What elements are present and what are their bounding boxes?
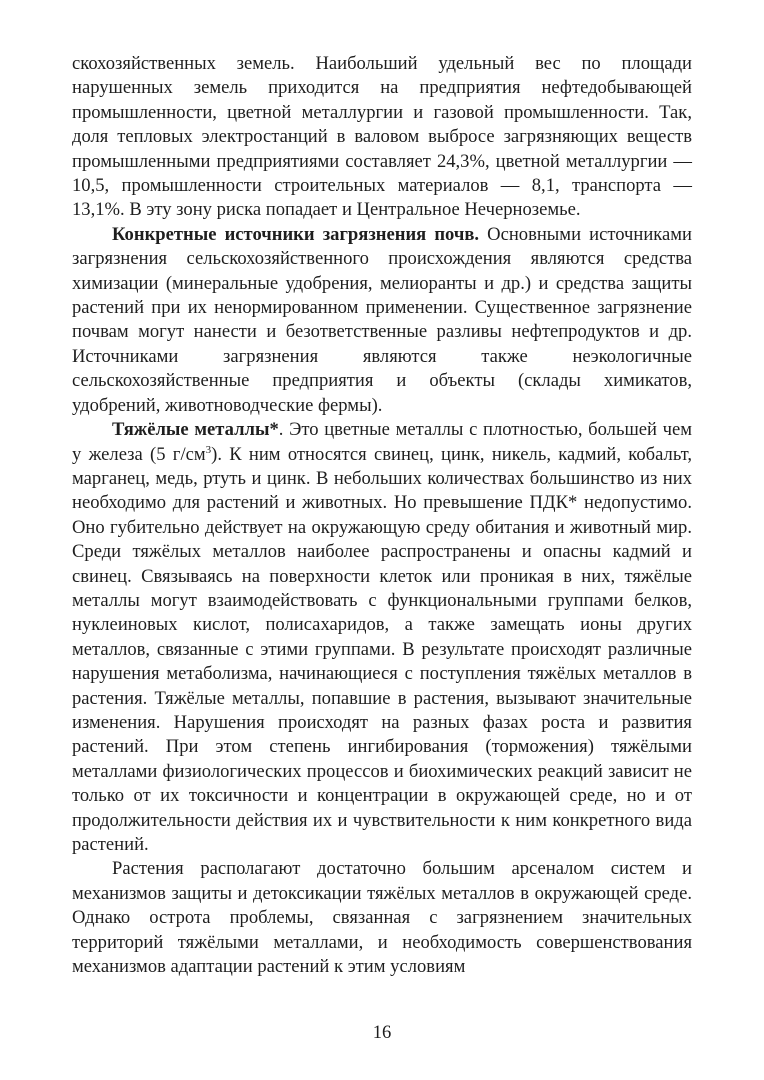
paragraph-text: Растения располагают достаточно большим арсеналом систем и механизмов защиты и детоксикации тяжёлых металлов в окружающей среде. Однако острота проблемы, связанная с загрязнением значительных территорий тяжёлыми металлами, и необходимость совершенствования механизмов адаптации растений к этим условиям <box>72 858 692 978</box>
paragraph-text-start: . Это цветные металлы с плотностью, большей чем у железа (5 г/см <box>72 419 692 465</box>
page-number: 16 <box>372 1022 392 1043</box>
paragraph-plant-defense <box>72 857 692 979</box>
paragraph-continuation <box>72 52 692 223</box>
paragraph-text: Основными источниками загрязнения сельскохозяйственного происхождения являются средства химизации (минеральные удобрения, мелиоранты и др.) и средства защиты растений при их ненормированном применении. Существенное загрязнение почвам могут нанести и безответственные разливы нефтепродуктов и др. Источниками загрязнения являются также неэкологичные сельскохозяйственные предприятия и объекты (склады химикатов, удобрений, животноводческие фермы). <box>72 223 692 416</box>
superscript: 3 <box>205 443 212 456</box>
paragraph-heavy-metals <box>72 418 692 857</box>
paragraph-heading: Тяжёлые металлы* <box>112 419 279 441</box>
paragraph-pollution-sources <box>72 223 692 418</box>
paragraph-heading: Конкретные источники загрязнения почв. <box>112 223 480 245</box>
paragraph-text: скохозяйственных земель. Наибольший удельный вес по площади нарушенных земель приходится на предприятия нефтедобывающей промышленности, цветной металлургии и газовой промышленности. Так, доля тепловых электростанций в валовом выбросе загрязняющих веществ промышленными предприятиями составляет 24,3%, цветной металлургии — 10,5, промышленности строительных материалов — 8,1, транспорта — 13,1%. В эту зону риска попадает и Центральное Нечерноземье. <box>72 53 692 221</box>
body-text <box>72 52 692 979</box>
paragraph-text: ). К ним относятся свинец, цинк, никель, кадмий, кобальт, марганец, медь, ртуть и цинк. В небольших количествах большинство из них необходимо для растений и животных. Но превышение ПДК* недопустимо. Оно губительно действует на окружающую среду обитания и животный мир. Среди тяжёлых металлов наиболее распространены и опасны кадмий и свинец. Связываясь на поверхности клеток или проникая в них, тяжёлые металлы могут взаимодействовать с функциональными группами белков, нуклеиновых кислот, полисахаридов, а также замещать ионы других металлов, связанные с этими группами. В результате происходят различные нарушения метаболизма, начинающиеся с поступления тяжёлых металлов в растения. Тяжёлые металлы, попавшие в растения, вызывают значительные изменения. Нарушения происходят на разных фазах роста и развития растений. При этом степень ингибирования (торможения) тяжёлыми металлами физиологических процессов и биохимических реакций зависит не только от их токсичности и концентрации в окружающей среде, но и от продолжительности действия их и чувствительности к ним конкретного вида растений. <box>72 443 692 855</box>
